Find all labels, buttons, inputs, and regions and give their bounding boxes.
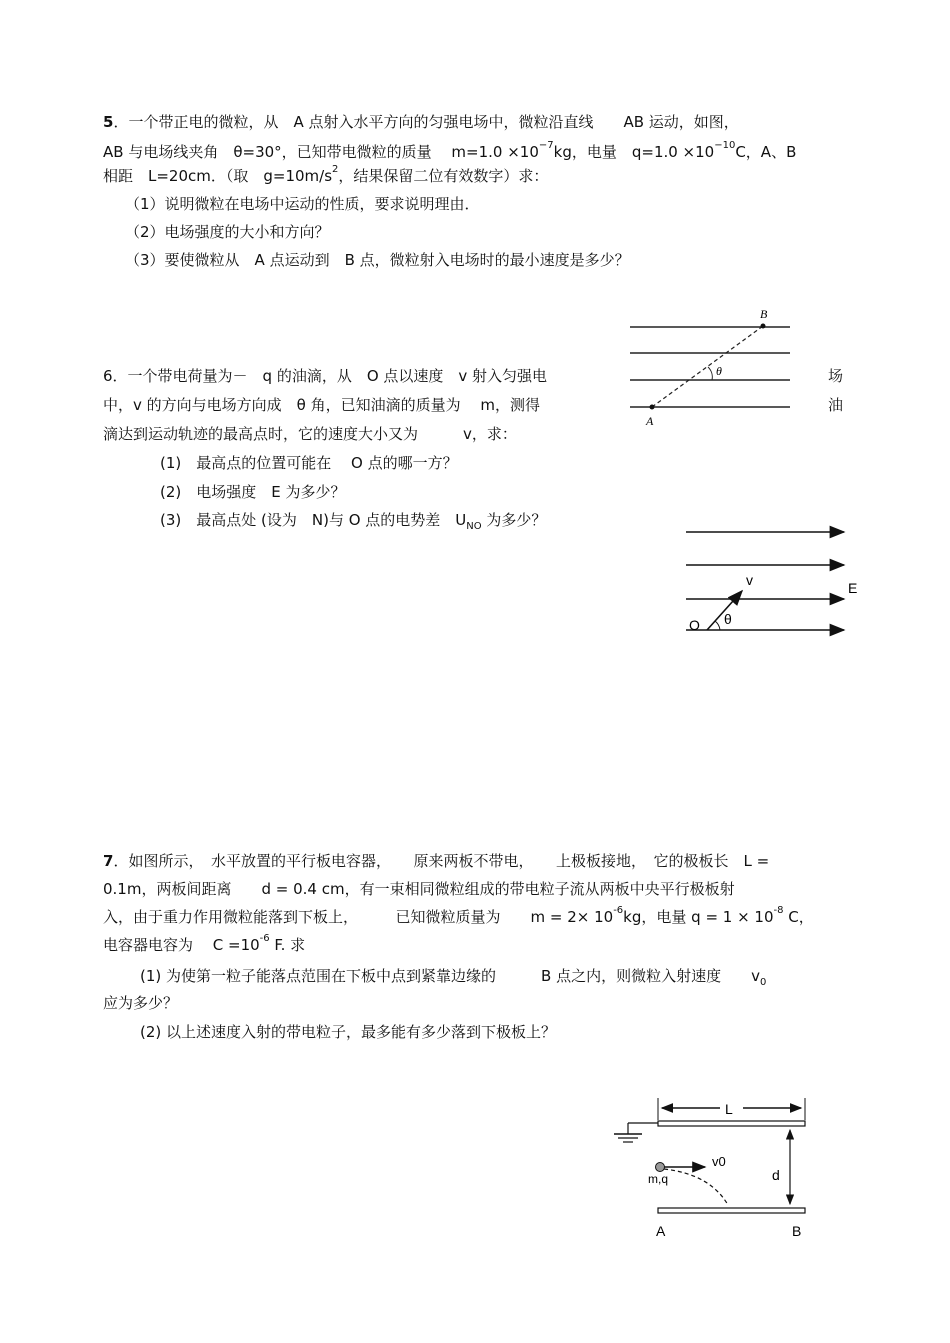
- q5-label-theta: θ: [716, 364, 722, 378]
- q5-line-1: [103, 112, 739, 132]
- q5-text-3a: 相距 L=20cm．（取 g=10m/s: [103, 167, 333, 185]
- q7-text-3a: 入，由于重力作用微粒能落到下板上， 已知微粒质量为 m = 2× 10: [103, 908, 614, 926]
- q7-text-1: ．如图所示， 水平放置的平行板电容器， 原来两板不带电， 上极板接地， 它的极板长 L =: [113, 852, 770, 870]
- q5-text-1: ．一个带正电的微粒，从 A 点射入水平方向的匀强电场中，微粒沿直线 AB 运动，如图，: [113, 113, 739, 131]
- q5-text-2c: C，A、B: [735, 143, 797, 161]
- q7-text-3b: kg，电量 q = 1 × 10: [623, 908, 774, 926]
- q7-text-3c: C，: [783, 908, 814, 926]
- q5-field-diagram: [620, 305, 800, 430]
- q5-exp-mass: −7: [538, 140, 554, 151]
- q7-label-a: A: [656, 1223, 666, 1239]
- q6-sub-1: (1) 最高点的位置可能在 O 点的哪一方？: [160, 454, 458, 472]
- q5-line-2: [103, 142, 796, 162]
- q7-label-l: L: [725, 1101, 733, 1117]
- q7-text-4b: F. 求: [269, 936, 306, 954]
- q6-label-e: E: [848, 580, 858, 596]
- q6-field-diagram: [680, 515, 865, 640]
- q6-label-v: v: [746, 572, 753, 588]
- q7-label-v0: v0: [712, 1154, 726, 1169]
- q6-line-1-end: 场: [828, 367, 844, 385]
- q5-text-2a: AB 与电场线夹角 θ=30°，已知带电微粒的质量 m=1.0 ×10: [103, 143, 539, 161]
- q5-line-3: [103, 166, 548, 186]
- q5-text-3b: ，结果保留二位有效数字）求：: [338, 167, 549, 185]
- q5-sub-2: （2）电场强度的大小和方向？: [125, 223, 330, 241]
- q6-sub-3-subscript: NO: [466, 521, 482, 532]
- q6-label-o: O: [689, 617, 700, 633]
- q7-sub-1: [140, 966, 766, 993]
- q7-exp-charge: -8: [773, 905, 784, 916]
- q7-line-4: [103, 935, 305, 955]
- q7-line-3: [103, 907, 814, 927]
- q5-sub-3: （3）要使微粒从 A 点运动到 B 点，微粒射入电场时的最小速度是多少？: [125, 251, 630, 269]
- q7-sub-1-cont: 应为多少？: [103, 994, 179, 1012]
- q6-sub-2: (2) 电场强度 E 为多少？: [160, 483, 346, 501]
- q7-exp-capacitance: -6: [259, 933, 270, 944]
- q5-label-b: B: [760, 307, 768, 321]
- q7-line-2: 0.1m，两板间距离 d = 0.4 cm，有一束相同微粒组成的带电粒子流从两板中央平行极板射: [103, 880, 735, 898]
- q7-number: 7: [103, 852, 114, 870]
- q7-line-1: [103, 851, 769, 871]
- q6-line-2-end: 油: [828, 396, 844, 414]
- q7-label-b: B: [792, 1223, 802, 1239]
- q6-sub-3: [160, 510, 546, 537]
- q6-sub-3b: 为多少？: [481, 511, 547, 529]
- q5-number: 5: [103, 113, 114, 131]
- q5-sub-1: （1）说明微粒在电场中运动的性质，要求说明理由．: [125, 195, 480, 213]
- q5-exp-g: 2: [332, 164, 339, 175]
- q7-capacitor-diagram: [600, 1090, 830, 1250]
- q7-sub-2: (2) 以上述速度入射的带电粒子，最多能有多少落到下极板上？: [140, 1023, 557, 1041]
- q7-label-d: d: [772, 1167, 780, 1183]
- q7-text-4a: 电容器电容为 C =10: [103, 936, 260, 954]
- q6-line-3: 滴达到运动轨迹的最高点时，它的速度大小又为 v，求：: [103, 425, 517, 443]
- q5-text-2b: kg，电量 q=1.0 ×10: [553, 143, 715, 161]
- q7-sub-1-subscript: 0: [759, 977, 767, 988]
- q7-label-mq: m,q: [648, 1172, 669, 1186]
- q6-sub-3a: (3) 最高点处 (设为 N)与 O 点的电势差 U: [160, 511, 467, 529]
- q7-exp-mass: -6: [613, 905, 624, 916]
- q5-exp-charge: −10: [714, 140, 736, 151]
- q6-line-2: 中，v 的方向与电场方向成 θ 角，已知油滴的质量为 m，测得: [103, 396, 540, 414]
- q6-line-1: 6．一个带电荷量为－ q 的油滴，从 O 点以速度 v 射入匀强电: [103, 367, 548, 385]
- q7-sub-1a: (1) 为使第一粒子能落点范围在下板中点到紧靠边缘的 B 点之内，则微粒入射速度 v: [140, 967, 760, 985]
- q6-label-theta: θ: [724, 611, 732, 627]
- q5-label-a: A: [646, 414, 654, 428]
